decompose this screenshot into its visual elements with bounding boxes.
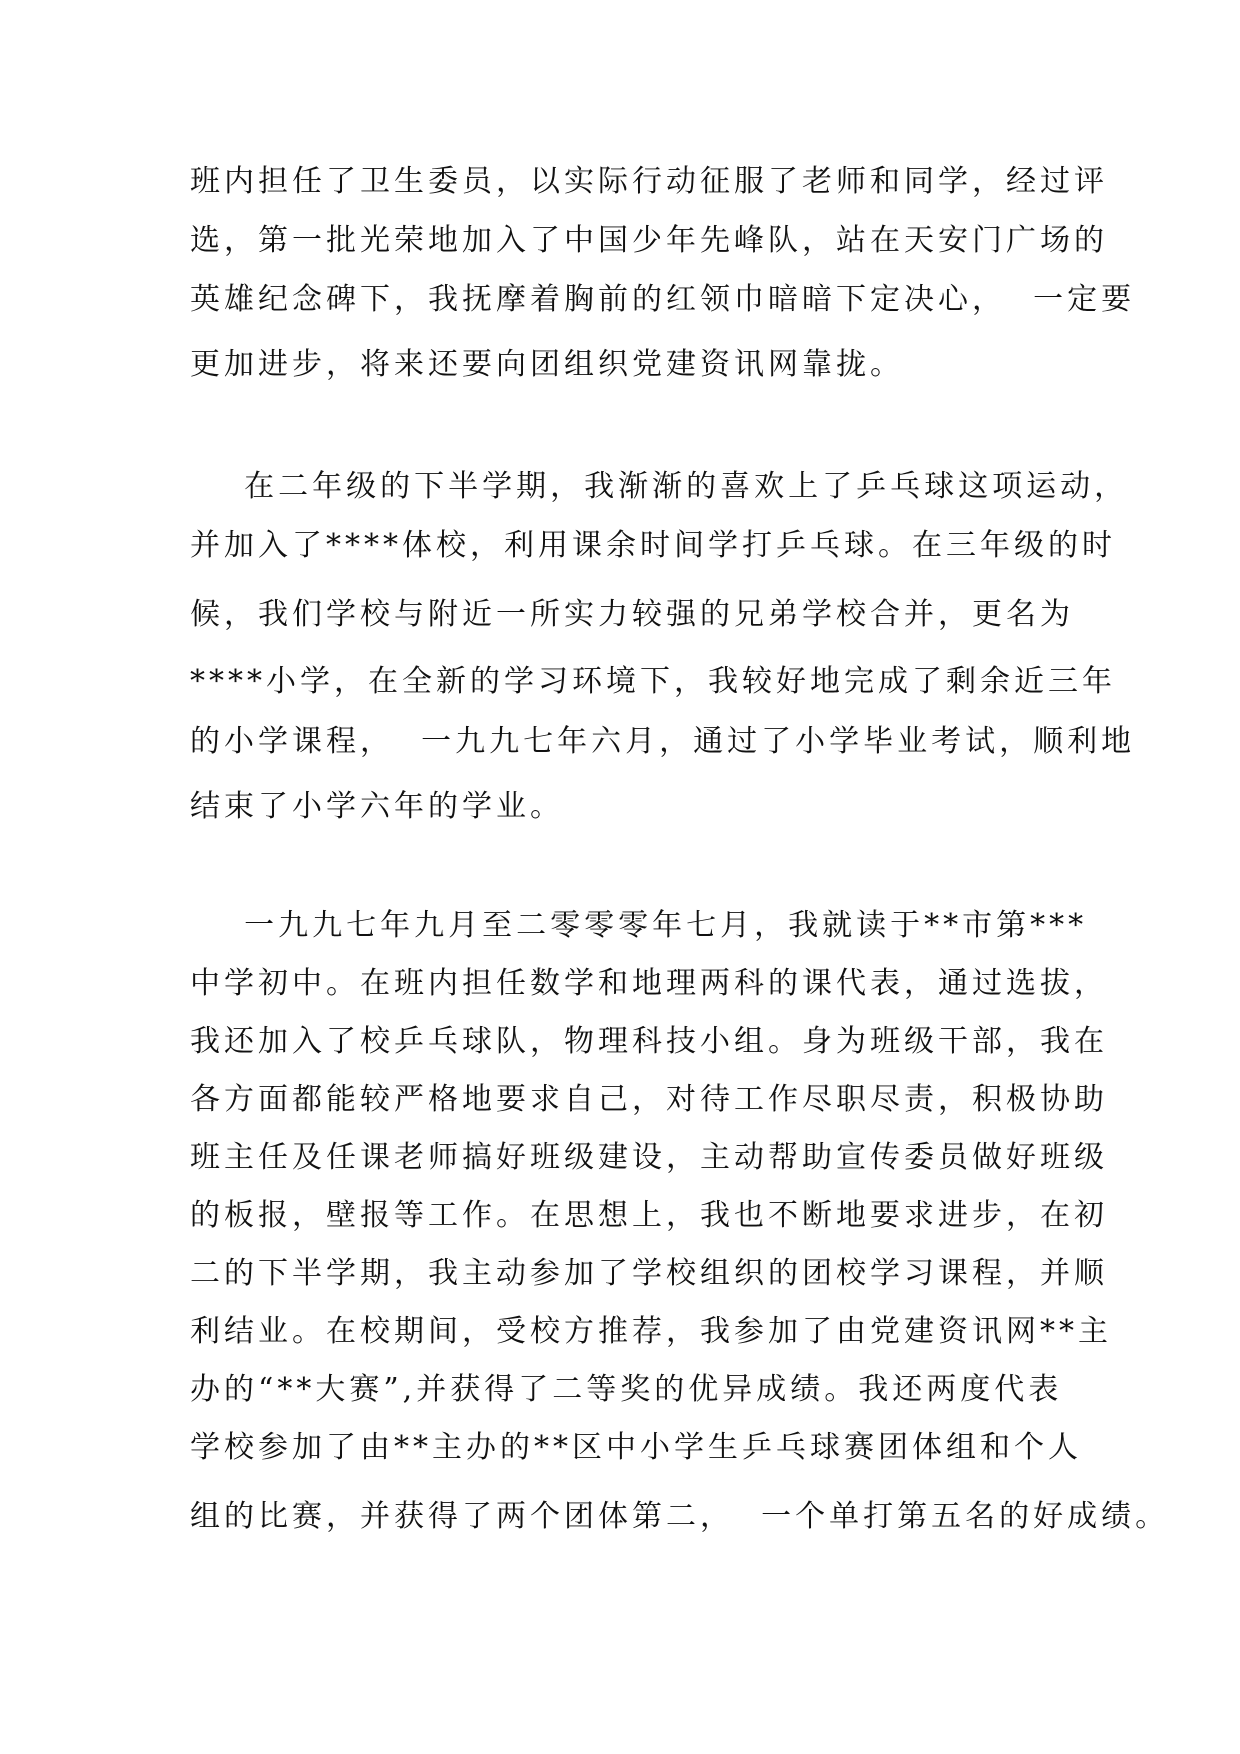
- text-line: 更加进步，将来还要向团组织党建资讯网靠拢。: [190, 347, 904, 382]
- text-line: 班主任及任课老师搞好班级建设，主动帮助宣传委员做好班级: [190, 1140, 1108, 1175]
- text-line: 各方面都能较严格地要求自己，对待工作尽职尽责，积极协助: [190, 1082, 1108, 1117]
- text-line: 办的“**大赛”,并获得了二等奖的优异成绩。我还两度代表: [190, 1372, 1063, 1407]
- text-line: 结束了小学六年的学业。: [190, 789, 564, 824]
- text-line: 我还加入了校乒乓球队，物理科技小组。身为班级干部，我在: [190, 1024, 1108, 1059]
- text-line: 班内担任了卫生委员，以实际行动征服了老师和同学，经过评: [190, 164, 1108, 199]
- text-line: 并加入了****体校，利用课余时间学打乒乓球。在三年级的时: [190, 528, 1116, 563]
- text-line: 学校参加了由**主办的**区中小学生乒乓球赛团体组和个人: [190, 1430, 1082, 1465]
- text-line: 候，我们学校与附近一所实力较强的兄弟学校合并，更名为: [190, 597, 1074, 632]
- text-line: 利结业。在校期间，受校方推荐，我参加了由党建资讯网**主: [190, 1314, 1112, 1349]
- text-line: 在二年级的下半学期，我渐渐的喜欢上了乒乓球这项运动，: [190, 469, 1129, 504]
- text-line: ****小学，在全新的学习环境下，我较好地完成了剩余近三年: [190, 664, 1116, 699]
- text-line: 英雄纪念碑下，我抚摩着胸前的红领巾暗暗下定决心， 一定要: [190, 282, 1136, 317]
- text-line: 二的下半学期，我主动参加了学校组织的团校学习课程，并顺: [190, 1256, 1108, 1291]
- text-line: 的小学课程， 一九九七年六月，通过了小学毕业考试，顺利地: [190, 724, 1136, 759]
- text-line: 的板报，壁报等工作。在思想上，我也不断地要求进步，在初: [190, 1198, 1108, 1233]
- text-line: 组的比赛，并获得了两个团体第二， 一个单打第五名的好成绩。: [190, 1499, 1170, 1534]
- text-line: 一九九七年九月至二零零零年七月，我就读于**市第***: [190, 908, 1088, 943]
- text-line: 中学初中。在班内担任数学和地理两科的课代表，通过选拔，: [190, 966, 1108, 1001]
- text-line: 选，第一批光荣地加入了中国少年先峰队，站在天安门广场的: [190, 223, 1108, 258]
